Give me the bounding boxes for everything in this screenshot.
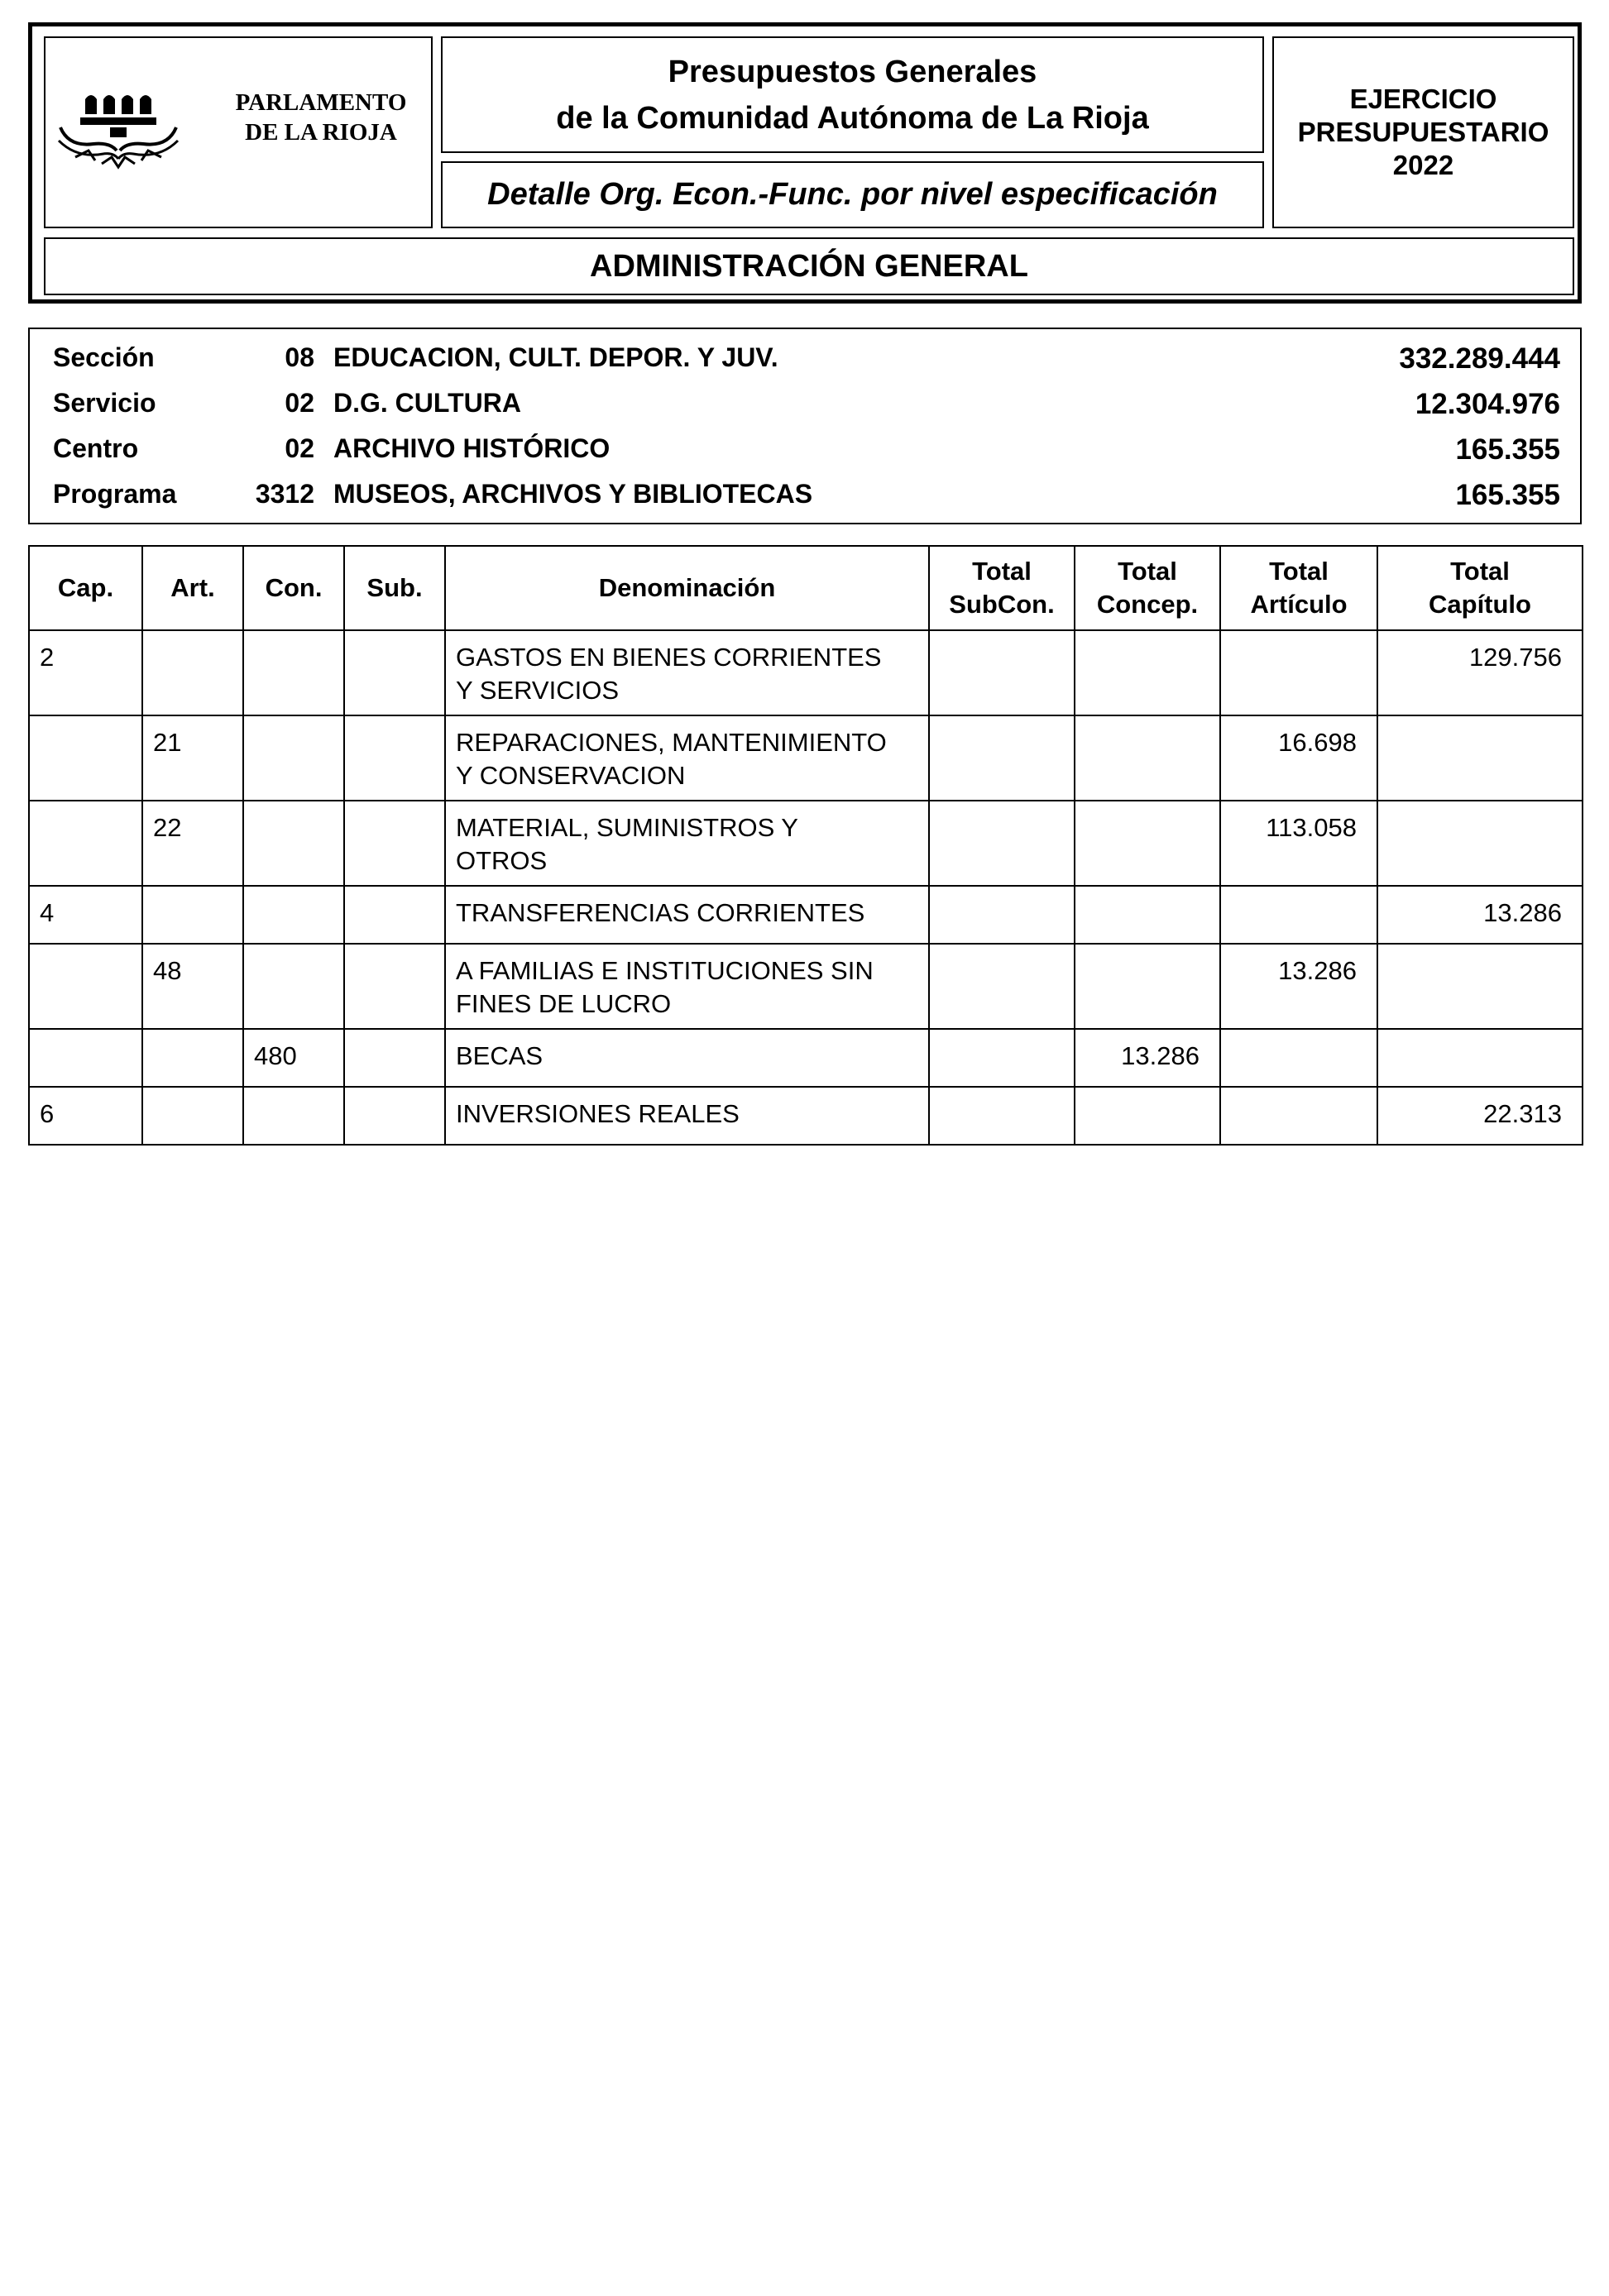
- org-label: Programa: [53, 479, 177, 509]
- org-amount: 165.355: [1455, 433, 1560, 466]
- cell-cap: 4: [29, 886, 142, 944]
- org-amount: 165.355: [1455, 479, 1560, 511]
- cell-cap: [29, 944, 142, 1029]
- cell-total-subcon: [929, 1029, 1075, 1087]
- logo-line-2: DE LA RIOJA: [245, 119, 397, 146]
- org-name: D.G. CULTURA: [333, 388, 521, 418]
- col-header-total-articulo: [1220, 546, 1377, 630]
- cell-sub: [344, 1029, 445, 1087]
- org-code: 08: [285, 342, 314, 372]
- cell-con: [243, 886, 344, 944]
- logo-line-1: PARLAMENTO: [235, 89, 407, 116]
- cell-total-capitulo: 129.756: [1377, 630, 1583, 715]
- col-header-sub: Sub.: [344, 546, 445, 630]
- cell-con: [243, 801, 344, 886]
- cell-total-capitulo: [1377, 801, 1583, 886]
- table-row: [29, 886, 1583, 944]
- cell-sub: [344, 630, 445, 715]
- org-label: Servicio: [53, 388, 156, 418]
- table-row: [29, 1029, 1583, 1087]
- title-line-2: de la Comunidad Autónoma de La Rioja: [556, 100, 1149, 136]
- cell-total-articulo: [1220, 886, 1377, 944]
- cell-total-capitulo: 13.286: [1377, 886, 1583, 944]
- cell-total-concep: [1075, 801, 1220, 886]
- org-row-seccion: [30, 342, 1580, 375]
- col-header-con: Con.: [243, 546, 344, 630]
- cell-con: [243, 630, 344, 715]
- cell-art: [142, 1029, 243, 1087]
- cell-cap: 6: [29, 1087, 142, 1145]
- den-line: REPARACIONES, MANTENIMIENTO: [456, 728, 887, 757]
- cell-total-subcon: [929, 715, 1075, 801]
- cell-denominacion: [445, 1087, 929, 1145]
- cell-total-capitulo: [1377, 944, 1583, 1029]
- cell-sub: [344, 1087, 445, 1145]
- org-amount: 332.289.444: [1399, 342, 1560, 375]
- cell-con: [243, 944, 344, 1029]
- table-header-row: [29, 546, 1583, 630]
- org-name: MUSEOS, ARCHIVOS Y BIBLIOTECAS: [333, 479, 813, 509]
- cell-sub: [344, 715, 445, 801]
- table-row: [29, 1087, 1583, 1145]
- org-name: EDUCACION, CULT. DEPOR. Y JUV.: [333, 342, 778, 372]
- org-name: ARCHIVO HISTÓRICO: [333, 433, 611, 463]
- document-header: [28, 22, 1582, 304]
- cell-total-subcon: [929, 944, 1075, 1029]
- header-line: Total: [1269, 557, 1329, 586]
- table-row: [29, 944, 1583, 1029]
- ejercicio-label: EJERCICIO: [1349, 84, 1497, 114]
- org-row-servicio: [30, 388, 1580, 421]
- cell-denominacion: [445, 715, 929, 801]
- cell-cap: [29, 715, 142, 801]
- den-line: GASTOS EN BIENES CORRIENTES: [456, 643, 882, 672]
- org-row-centro: [30, 433, 1580, 466]
- header-line: Artículo: [1250, 590, 1348, 619]
- den-line: FINES DE LUCRO: [456, 989, 672, 1018]
- budget-table: [28, 545, 1583, 1146]
- document-subtitle: Detalle Org. Econ.-Func. por nivel especificación: [441, 161, 1264, 228]
- cell-total-articulo: 113.058: [1220, 801, 1377, 886]
- col-header-total-capitulo: [1377, 546, 1583, 630]
- cell-con: 480: [243, 1029, 344, 1087]
- den-line: INVERSIONES REALES: [456, 1099, 740, 1128]
- header-line: Total: [1450, 557, 1510, 586]
- cell-total-concep: [1075, 715, 1220, 801]
- cell-total-subcon: [929, 1087, 1075, 1145]
- cell-total-articulo: [1220, 1029, 1377, 1087]
- cell-cap: [29, 1029, 142, 1087]
- cell-art: [142, 886, 243, 944]
- cell-total-capitulo: 22.313: [1377, 1087, 1583, 1145]
- section-title: ADMINISTRACIÓN GENERAL: [44, 237, 1574, 295]
- cell-total-subcon: [929, 630, 1075, 715]
- header-line: SubCon.: [949, 590, 1055, 619]
- cell-con: [243, 1087, 344, 1145]
- cell-total-articulo: 16.698: [1220, 715, 1377, 801]
- cell-total-articulo: 13.286: [1220, 944, 1377, 1029]
- cell-art: [142, 630, 243, 715]
- cell-total-concep: [1075, 1087, 1220, 1145]
- col-header-cap: Cap.: [29, 546, 142, 630]
- den-line: MATERIAL, SUMINISTROS Y: [456, 813, 798, 842]
- fiscal-year-panel: [1272, 36, 1574, 228]
- cell-denominacion: [445, 630, 929, 715]
- org-label: Sección: [53, 342, 155, 372]
- den-line: BECAS: [456, 1041, 544, 1070]
- cell-total-capitulo: [1377, 1029, 1583, 1087]
- cell-total-subcon: [929, 801, 1075, 886]
- col-header-total-concep: [1075, 546, 1220, 630]
- cell-denominacion: [445, 886, 929, 944]
- parliament-seal-icon: [52, 71, 218, 203]
- cell-sub: [344, 886, 445, 944]
- den-line: A FAMILIAS E INSTITUCIONES SIN: [456, 956, 874, 985]
- cell-denominacion: [445, 944, 929, 1029]
- header-line: Capítulo: [1429, 590, 1531, 619]
- cell-total-articulo: [1220, 1087, 1377, 1145]
- cell-cap: [29, 801, 142, 886]
- den-line: OTROS: [456, 846, 548, 875]
- col-header-total-subcon: [929, 546, 1075, 630]
- cell-total-concep: 13.286: [1075, 1029, 1220, 1087]
- den-line: Y SERVICIOS: [456, 676, 619, 705]
- cell-art: [142, 1087, 243, 1145]
- den-line: Y CONSERVACION: [456, 761, 686, 790]
- document-title: [441, 36, 1264, 153]
- header-line: Concep.: [1096, 590, 1199, 619]
- org-label: Centro: [53, 433, 139, 463]
- org-code: 02: [285, 388, 314, 418]
- logo-panel: [44, 36, 433, 228]
- fiscal-year: 2022: [1392, 150, 1454, 180]
- cell-total-articulo: [1220, 630, 1377, 715]
- cell-total-capitulo: [1377, 715, 1583, 801]
- cell-denominacion: [445, 801, 929, 886]
- org-summary: [28, 328, 1582, 524]
- org-code: 02: [285, 433, 314, 463]
- cell-total-concep: [1075, 630, 1220, 715]
- den-line: TRANSFERENCIAS CORRIENTES: [456, 898, 865, 927]
- table-row: [29, 715, 1583, 801]
- logo-wordmark: [218, 88, 424, 147]
- cell-sub: [344, 944, 445, 1029]
- cell-art: 21: [142, 715, 243, 801]
- table-row: [29, 801, 1583, 886]
- org-row-programa: [30, 479, 1580, 512]
- cell-sub: [344, 801, 445, 886]
- cell-art: 48: [142, 944, 243, 1029]
- cell-total-subcon: [929, 886, 1075, 944]
- header-line: Total: [972, 557, 1032, 586]
- cell-con: [243, 715, 344, 801]
- cell-art: 22: [142, 801, 243, 886]
- col-header-art: Art.: [142, 546, 243, 630]
- col-header-denominacion: Denominación: [445, 546, 929, 630]
- org-amount: 12.304.976: [1415, 388, 1560, 420]
- presupuestario-label: PRESUPUESTARIO: [1297, 117, 1549, 147]
- cell-denominacion: [445, 1029, 929, 1087]
- title-line-1: Presupuestos Generales: [668, 54, 1037, 89]
- org-code: 3312: [255, 479, 314, 509]
- table-row: [29, 630, 1583, 715]
- header-line: Total: [1118, 557, 1177, 586]
- cell-total-concep: [1075, 944, 1220, 1029]
- cell-total-concep: [1075, 886, 1220, 944]
- cell-cap: 2: [29, 630, 142, 715]
